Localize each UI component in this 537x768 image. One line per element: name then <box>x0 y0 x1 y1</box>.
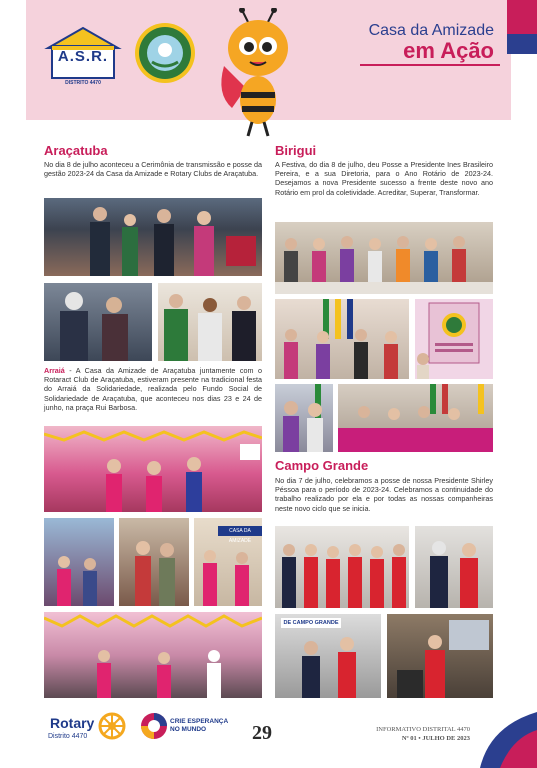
rotary-wheel-icon <box>98 712 126 740</box>
asr-district: DISTRITO 4470 <box>65 80 101 86</box>
slogan-line-1: CRIE ESPERANÇA <box>170 718 229 725</box>
section-title-birigui: Birigui <box>275 143 317 158</box>
crie-esperanca-logo-icon <box>140 712 168 740</box>
publication-title: INFORMATIVO DISTRITAL 4470 <box>376 726 470 733</box>
rotary-wordmark: Rotary <box>50 715 95 731</box>
publication-issue: Nº 01 • JULHO DE 2023 <box>401 735 470 742</box>
photo-arraia-1 <box>44 518 114 606</box>
slogan-line-2: NO MUNDO <box>170 726 207 733</box>
rotary-district: Distrito 4470 <box>48 733 88 740</box>
photo-campo-grande-medal <box>275 614 381 698</box>
section-title-campo-grande: Campo Grande <box>275 458 369 473</box>
photo-three-women <box>158 283 262 361</box>
photo-birigui-head-table <box>338 384 493 452</box>
photo-campo-grande-couple <box>415 526 493 608</box>
photo-arraia-2 <box>119 518 189 606</box>
photo-campo-grande-group <box>275 526 409 608</box>
section-title-aracatuba: Araçatuba <box>44 143 108 158</box>
photo-birigui-table <box>275 299 409 379</box>
title-underline <box>360 64 500 66</box>
section-text-campo-grande: No dia 7 de julho, celebramos a posse de nossa Presidente Shirley Péssoa para o período de 2023-24. Celebramos a continuidade do trabalho realizado por ela e por todas as nossas companheiras neste novo ciclo que se inicia. <box>275 476 493 513</box>
section-text-birigui: A Festiva, do dia 8 de julho, deu Posse a Presidente Ines Brasileiro Pereira, e a sua Diretoria, para o Ano Rotário de 2023-24. Desejamos a nova Presidente sucesso a frente deste novo ano Rotário em prol da coletividade. Acreditar, Superar, Transformar. <box>275 160 493 197</box>
casa-amizade-sign: CASA DA AMIZADE <box>218 526 262 536</box>
header-title: Casa da Amizade <box>368 22 494 39</box>
photo-arraia-kitchen <box>44 612 262 698</box>
arraia-label: Arraiá <box>44 366 65 375</box>
header-subtitle: em Ação <box>403 38 494 63</box>
corner-decoration-navy <box>507 34 537 54</box>
seal-icon <box>134 22 196 84</box>
campo-grande-sign: DE CAMPO GRANDE <box>281 618 341 628</box>
photo-ceremony-group <box>44 198 262 276</box>
bee-mascot-icon <box>212 8 302 138</box>
asr-logo-text: A.S.R. <box>57 48 109 65</box>
corner-decoration <box>507 0 537 34</box>
photo-birigui-banner <box>415 299 493 379</box>
photo-birigui-group <box>275 222 493 294</box>
slogan <box>170 718 228 734</box>
photo-arraia-crowd <box>44 426 262 512</box>
photo-arraia-3 <box>194 518 262 606</box>
arraia-text: - A Casa da Amizade de Araçatuba juntamente com o Rotaract Club de Araçatuba, estiveram presente na tradicional festa do Arraiá da Solidariedade, realizada pelo Fundo Social de Solidariedade de Araçatuba, que aconteceu nos dias 23 e 24 de junho, na praça Rui Barbosa. <box>44 366 262 412</box>
section-text-arraia <box>44 366 262 412</box>
photo-birigui-portrait <box>275 384 333 452</box>
section-text-aracatuba: No dia 8 de julho aconteceu a Cerimônia de transmissão e posse da gestão 2023-24 da Casa da Amizade e Rotary Clubs de Araçatuba. <box>44 160 262 179</box>
photo-campo-grande-speech <box>387 614 493 698</box>
photo-handshake <box>44 283 152 361</box>
page-number: 29 <box>252 722 272 744</box>
